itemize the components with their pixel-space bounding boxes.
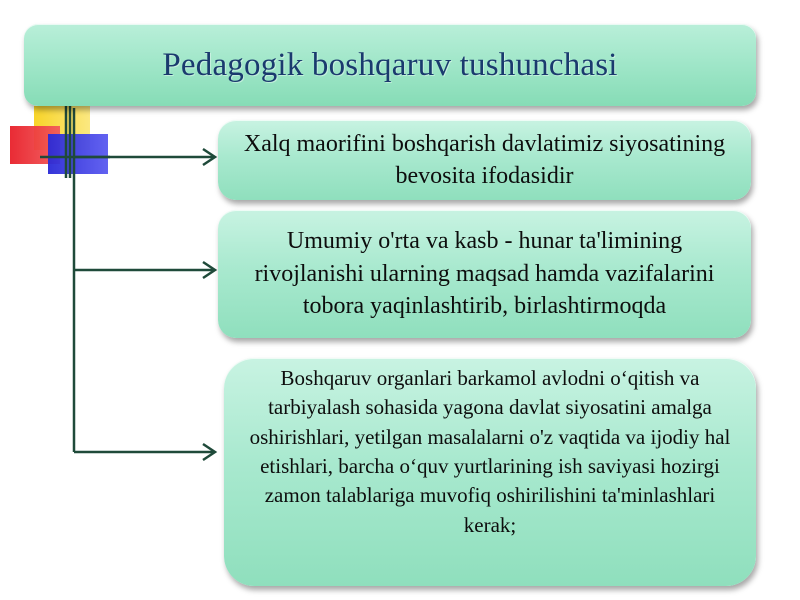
- arrow-head-3: [203, 444, 215, 460]
- statement-text-3: Boshqaruv organlari barkamol avlodni o‘qitish va tarbiyalash sohasida yagona davlat siyosatini amalga oshirishlari, yetilgan masalalarni o'z vaqtida va ijodiy hal etishlari, barcha o‘quv yurtlarining ish saviyasi hozirgi zamon talablariga muvofiq oshirilishini ta'minlashlari kerak;: [249, 365, 731, 537]
- title-box: [24, 24, 756, 106]
- statement-box-1: [218, 120, 751, 200]
- statement-box-3: [224, 358, 756, 586]
- arrow-head-1: [203, 149, 215, 165]
- arrow-head-2: [203, 262, 215, 278]
- decor-blue-square: [48, 134, 108, 174]
- statement-text-1: Xalq maorifini boshqarish davlatimiz siyosatining bevosita ifodasidir: [243, 130, 726, 189]
- statement-text-2: Umumiy o'rta va kasb - hunar ta'limining rivojlanishi ularning maqsad hamda vazifalarini tobora yaqinlashtirib, birlashtirmoqda: [254, 228, 715, 320]
- statement-box-2: [218, 210, 751, 338]
- slide-title: Pedagogik boshqaruv tushunchasi: [162, 46, 618, 83]
